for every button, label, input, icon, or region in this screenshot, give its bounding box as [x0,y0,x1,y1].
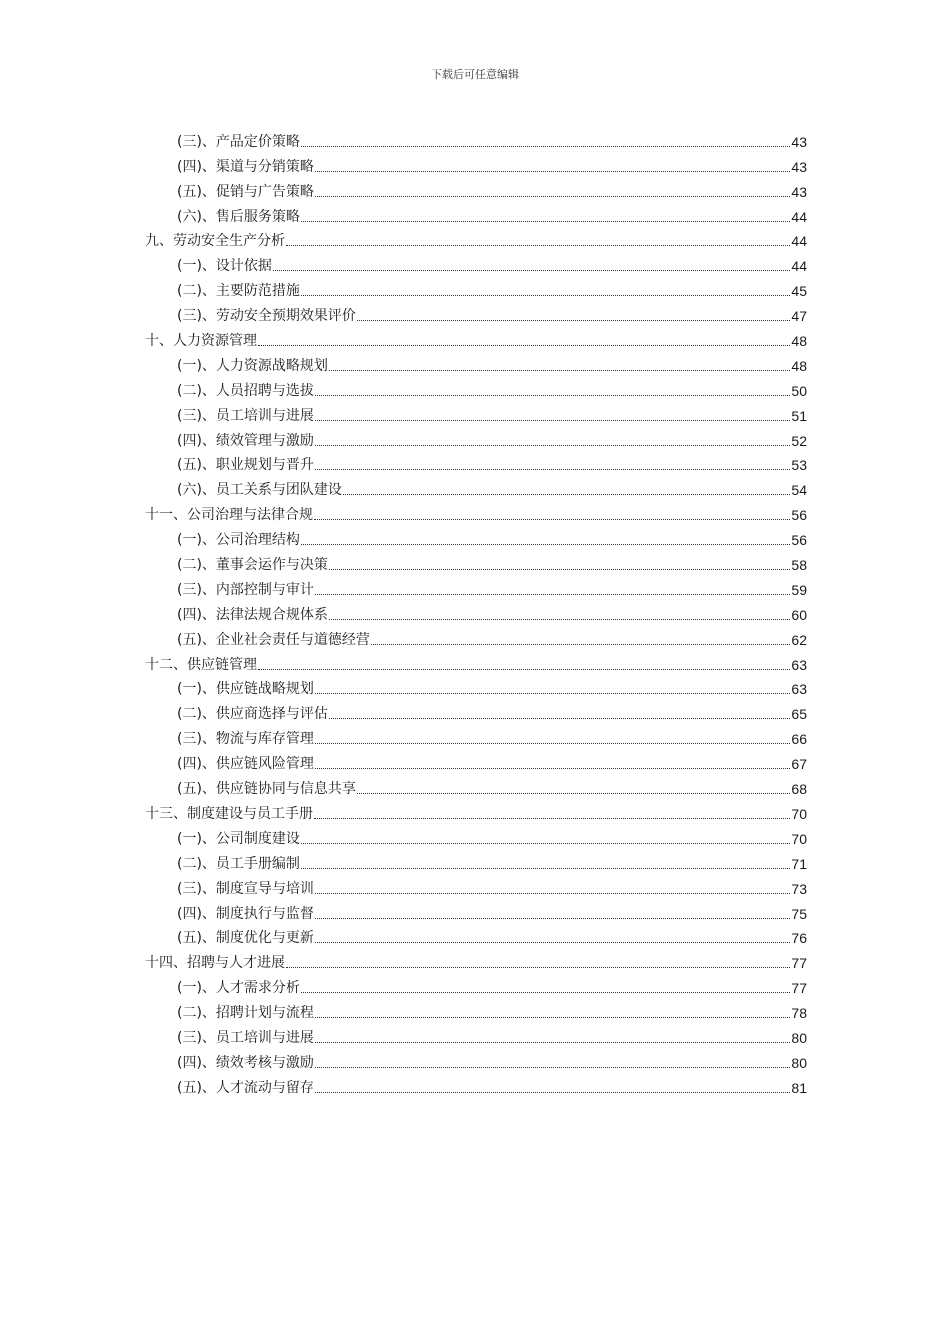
toc-section-entry[interactable] [145,176,807,201]
toc-page-number: 43 [791,158,807,175]
toc-entry-title: (六)、售后服务策略 [177,208,300,225]
toc-dot-leader [301,295,790,296]
toc-page-number: 53 [791,457,807,474]
toc-section-entry[interactable] [145,773,807,798]
toc-section-entry[interactable] [145,997,807,1022]
toc-page-number: 78 [791,1005,807,1022]
toc-entry-title: (二)、主要防范措施 [177,283,300,300]
toc-entry-title: 十、人力资源管理 [145,333,257,350]
toc-chapter-entry[interactable] [145,947,807,972]
toc-entry-title: (四)、供应链风险管理 [177,756,314,773]
toc-section-entry[interactable] [145,201,807,226]
toc-page-number: 56 [791,507,807,524]
toc-entry-title: 十三、制度建设与员工手册 [145,805,313,822]
toc-entry-title: (三)、员工培训与进展 [177,1029,314,1046]
toc-entry-title: (二)、员工手册编制 [177,855,300,872]
toc-dot-leader [315,445,790,446]
toc-page-number: 71 [791,855,807,872]
toc-page-number: 81 [791,1079,807,1096]
toc-entry-title: (三)、制度宣导与培训 [177,880,314,897]
toc-dot-leader [301,868,790,869]
toc-section-entry[interactable] [145,450,807,475]
toc-dot-leader [286,245,790,246]
toc-chapter-entry[interactable] [145,226,807,251]
toc-dot-leader [329,619,790,620]
toc-page-number: 59 [791,581,807,598]
toc-section-entry[interactable] [145,474,807,499]
toc-dot-leader [301,992,790,993]
toc-dot-leader [315,594,790,595]
toc-entry-title: (四)、制度执行与监督 [177,905,314,922]
toc-entry-title: (四)、渠道与分销策略 [177,158,314,175]
table-of-contents [145,126,807,1097]
toc-section-entry[interactable] [145,723,807,748]
toc-page-number: 47 [791,308,807,325]
toc-dot-leader [315,1092,790,1093]
toc-section-entry[interactable] [145,624,807,649]
toc-entry-title: (四)、绩效考核与激励 [177,1054,314,1071]
toc-page-number: 56 [791,532,807,549]
toc-section-entry[interactable] [145,1072,807,1097]
toc-chapter-entry[interactable] [145,649,807,674]
toc-section-entry[interactable] [145,126,807,151]
toc-section-entry[interactable] [145,698,807,723]
toc-dot-leader [357,793,790,794]
toc-dot-leader [286,967,790,968]
toc-page-number: 68 [791,781,807,798]
toc-section-entry[interactable] [145,151,807,176]
toc-dot-leader [315,196,790,197]
toc-entry-title: (五)、企业社会责任与道德经营 [177,631,370,648]
toc-entry-title: 十二、供应链管理 [145,656,257,673]
toc-entry-title: 十一、公司治理与法律合规 [145,507,313,524]
toc-page-number: 44 [791,208,807,225]
toc-dot-leader [315,1017,790,1018]
toc-section-entry[interactable] [145,923,807,948]
toc-dot-leader [315,420,790,421]
toc-page-number: 80 [791,1029,807,1046]
toc-entry-title: (一)、公司治理结构 [177,532,300,549]
toc-page-number: 67 [791,756,807,773]
page-header: 下载后可任意编辑 [431,68,519,81]
toc-section-entry[interactable] [145,898,807,923]
toc-dot-leader [329,569,790,570]
toc-entry-title: (一)、公司制度建设 [177,830,300,847]
toc-chapter-entry[interactable] [145,499,807,524]
toc-page-number: 58 [791,557,807,574]
toc-dot-leader [315,469,790,470]
toc-entry-title: (三)、内部控制与审计 [177,581,314,598]
toc-dot-leader [329,718,790,719]
toc-chapter-entry[interactable] [145,798,807,823]
toc-dot-leader [315,1067,790,1068]
toc-dot-leader [315,918,790,919]
toc-section-entry[interactable] [145,375,807,400]
toc-entry-title: (二)、供应商选择与评估 [177,706,328,723]
toc-entry-title: 九、劳动安全生产分析 [145,233,285,250]
toc-section-entry[interactable] [145,873,807,898]
toc-page-number: 65 [791,706,807,723]
toc-page-number: 80 [791,1054,807,1071]
toc-page-number: 52 [791,432,807,449]
toc-section-entry[interactable] [145,1022,807,1047]
toc-dot-leader [301,146,790,147]
toc-dot-leader [371,644,790,645]
toc-section-entry[interactable] [145,1047,807,1072]
toc-section-entry[interactable] [145,425,807,450]
toc-dot-leader [315,743,790,744]
toc-dot-leader [315,893,790,894]
toc-page-number: 62 [791,631,807,648]
toc-entry-title: (三)、员工培训与进展 [177,407,314,424]
toc-section-entry[interactable] [145,549,807,574]
toc-entry-title: (二)、董事会运作与决策 [177,557,328,574]
toc-dot-leader [357,320,790,321]
toc-page-number: 70 [791,830,807,847]
toc-dot-leader [315,768,790,769]
toc-page-number: 73 [791,880,807,897]
toc-entry-title: (四)、法律法规合规体系 [177,606,328,623]
toc-entry-title: (一)、设计依据 [177,258,272,275]
toc-page-number: 77 [791,955,807,972]
toc-dot-leader [315,693,790,694]
toc-entry-title: (二)、人员招聘与选拔 [177,382,314,399]
toc-entry-title: 十四、招聘与人才进展 [145,955,285,972]
toc-page-number: 43 [791,133,807,150]
toc-dot-leader [314,818,790,819]
toc-dot-leader [315,942,790,943]
toc-page-number: 45 [791,283,807,300]
toc-section-entry[interactable] [145,350,807,375]
toc-entry-title: (四)、绩效管理与激励 [177,432,314,449]
toc-dot-leader [315,171,790,172]
toc-dot-leader [329,370,790,371]
toc-section-entry[interactable] [145,300,807,325]
toc-entry-title: (五)、供应链协同与信息共享 [177,781,356,798]
toc-section-entry[interactable] [145,400,807,425]
toc-entry-title: (一)、供应链战略规划 [177,681,314,698]
toc-entry-title: (五)、职业规划与晋升 [177,457,314,474]
toc-page-number: 48 [791,357,807,374]
toc-chapter-entry[interactable] [145,325,807,350]
toc-entry-title: (三)、劳动安全预期效果评价 [177,308,356,325]
toc-section-entry[interactable] [145,599,807,624]
toc-dot-leader [315,1042,790,1043]
toc-entry-title: (一)、人力资源战略规划 [177,357,328,374]
toc-page-number: 60 [791,606,807,623]
toc-entry-title: (五)、制度优化与更新 [177,930,314,947]
toc-page-number: 70 [791,805,807,822]
toc-entry-title: (一)、人才需求分析 [177,980,300,997]
toc-dot-leader [301,544,790,545]
toc-dot-leader [314,519,790,520]
toc-entry-title: (六)、员工关系与团队建设 [177,482,342,499]
toc-page-number: 76 [791,930,807,947]
toc-page-number: 51 [791,407,807,424]
toc-entry-title: (三)、物流与库存管理 [177,731,314,748]
toc-entry-title: (三)、产品定价策略 [177,133,300,150]
toc-section-entry[interactable] [145,748,807,773]
toc-entry-title: (五)、人才流动与留存 [177,1079,314,1096]
toc-section-entry[interactable] [145,250,807,275]
toc-page-number: 44 [791,258,807,275]
toc-dot-leader [301,221,790,222]
toc-section-entry[interactable] [145,524,807,549]
toc-page-number: 50 [791,382,807,399]
toc-page-number: 48 [791,333,807,350]
toc-page-number: 77 [791,980,807,997]
toc-page-number: 63 [791,681,807,698]
toc-entry-title: (五)、促销与广告策略 [177,183,314,200]
toc-section-entry[interactable] [145,848,807,873]
toc-section-entry[interactable] [145,674,807,699]
toc-dot-leader [343,494,790,495]
toc-dot-leader [301,843,790,844]
toc-page-number: 63 [791,656,807,673]
toc-entry-title: (二)、招聘计划与流程 [177,1005,314,1022]
toc-section-entry[interactable] [145,972,807,997]
toc-section-entry[interactable] [145,823,807,848]
toc-dot-leader [258,345,790,346]
toc-page-number: 43 [791,183,807,200]
toc-page-number: 66 [791,731,807,748]
toc-dot-leader [273,270,790,271]
toc-page-number: 44 [791,233,807,250]
toc-dot-leader [258,669,790,670]
toc-dot-leader [315,395,790,396]
toc-section-entry[interactable] [145,275,807,300]
toc-page-number: 54 [791,482,807,499]
toc-section-entry[interactable] [145,574,807,599]
toc-page-number: 75 [791,905,807,922]
